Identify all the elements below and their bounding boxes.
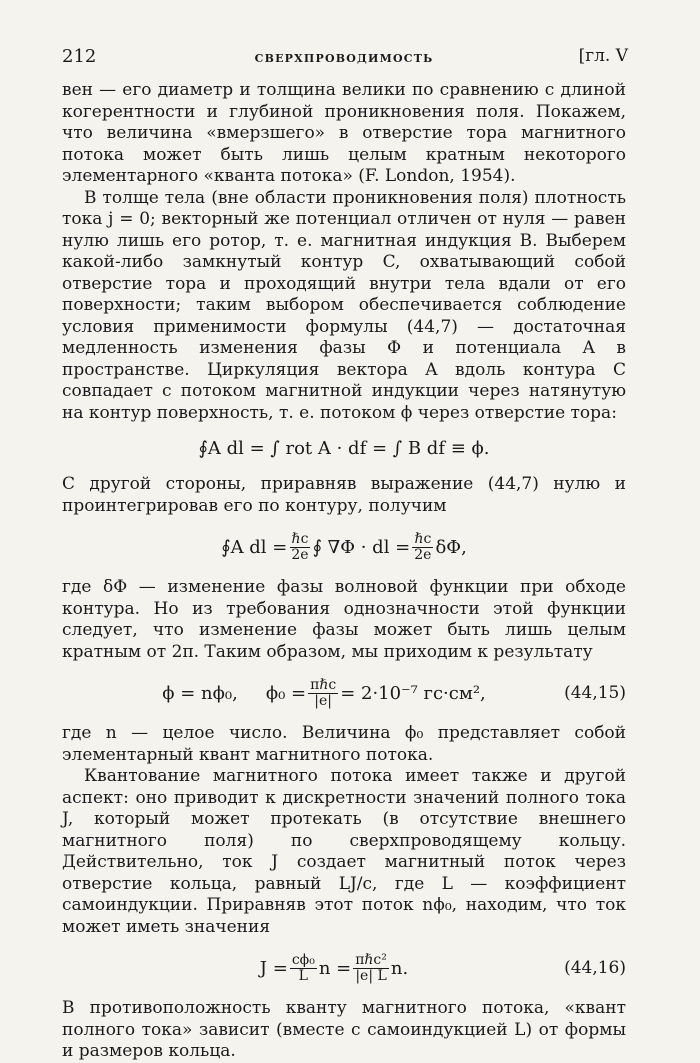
eq4-f1-denominator: L <box>298 967 308 984</box>
eq3-fraction <box>308 678 338 709</box>
equation-number-44-15: (44,15) <box>564 683 626 703</box>
equation-circulation-text: ∮A dl = ∫ rot A · df = ∫ B df ≡ ϕ. <box>198 438 490 459</box>
paragraph-1: вен — его диаметр и толщина велики по сравнению с длиной когерентности и глубиной проникновения поля. Покажем, что величина «вмерзшего» в отверстие тора магнитного потока может быть лишь целым кратным некоторого элементарного «кванта потока» (F. London, 1954). <box>62 80 626 186</box>
eq4-mid: n = <box>318 957 352 979</box>
eq4-lhs: J = <box>259 957 288 979</box>
paragraph-5: где n — целое число. Величина ϕ₀ представляет собой элементарный квант магнитного потока. <box>62 723 626 765</box>
eq2-lhs: ∮A dl = <box>221 536 288 558</box>
eq4-f2-denominator: |e| L <box>355 967 387 984</box>
paragraph-6: Квантование магнитного потока имеет также и другой аспект: оно приводит к дискретности значений полного тока J, который может протекать (в отсутствие внешнего магнитного поля) по сверхпроводящему кольцу. Действительно, ток J создает магнитный поток через отверстие кольца, равный LJ/c, где L — коэффициент самоиндукции. Приравняв этот поток nϕ₀, находим, что ток может иметь значения <box>62 766 626 937</box>
eq4-rhs: n. <box>390 957 409 979</box>
eq4-fraction-2 <box>353 953 389 984</box>
eq2-mid: ∮ ∇Φ · dl = <box>312 536 411 558</box>
eq4-fraction-1 <box>290 953 317 984</box>
eq3-left: ϕ = nϕ₀, <box>162 682 238 704</box>
eq4-f2-numerator: πℏc² <box>355 951 387 968</box>
equation-44-15 <box>62 663 626 723</box>
eq2-rhs: δΦ, <box>435 536 467 558</box>
paragraph-2: В толще тела (вне области проникновения поля) плотность тока j = 0; векторный же потенциал отличен от нуля — равен нулю лишь его ротор, т. е. магнитная индукция B. Выберем какой-либо замкнутый контур C, охватывающий собой отверстие тора и проходящий внутри тела вдали от его поверхности; таким выбором обеспечивается соблюдение условия применимости формулы (44,7) — достаточная медленность изменения фазы Φ и потенциала A в пространстве. Циркуляция вектора A вдоль контура C совпадает с потоком магнитной индукции через натянутую на контур поверхность, т. е. потоком ϕ через отверстие тора: <box>62 187 626 423</box>
paragraph-3: С другой стороны, приравняв выражение (44,7) нулю и проинтегрировав его по контуру, получим <box>62 474 626 516</box>
equation-number-44-16: (44,16) <box>564 958 626 978</box>
running-header <box>62 40 626 80</box>
eq3-symbol: ϕ₀ = <box>265 682 307 704</box>
eq2-fraction-1 <box>289 532 310 563</box>
equation-circulation <box>62 424 626 474</box>
paragraph-4: где δΦ — изменение фазы волновой функции при обходе контура. Но из требования однозначности этой функции следует, что изменение фазы может быть лишь целым кратным от 2π. Таким образом, мы приходим к результату <box>62 577 626 662</box>
running-title: СВЕРХПРОВОДИМОСТЬ <box>254 52 434 65</box>
page-number: 212 <box>62 46 97 67</box>
eq2-f1-numerator: ℏc <box>291 530 309 547</box>
eq3-rhs: = 2·10⁻⁷ гс·см², <box>340 682 486 704</box>
page <box>62 40 626 1063</box>
eq4-f1-numerator: cϕ₀ <box>291 951 315 968</box>
equation-44-16 <box>62 938 626 998</box>
eq2-fraction-2 <box>412 532 433 563</box>
eq2-f2-numerator: ℏc <box>414 530 432 547</box>
chapter-marker: [гл. V <box>578 46 628 66</box>
eq2-f2-denominator: 2e <box>414 546 432 563</box>
paragraph-7: В противоположность кванту магнитного потока, «квант полного тока» зависит (вместе с самоиндукцией L) от формы и размеров кольца. <box>62 998 626 1061</box>
eq3-denominator: |e| <box>314 692 333 709</box>
equation-phase-integral <box>62 517 626 577</box>
eq3-numerator: πℏc <box>310 676 337 693</box>
eq2-f1-denominator: 2e <box>291 546 309 563</box>
